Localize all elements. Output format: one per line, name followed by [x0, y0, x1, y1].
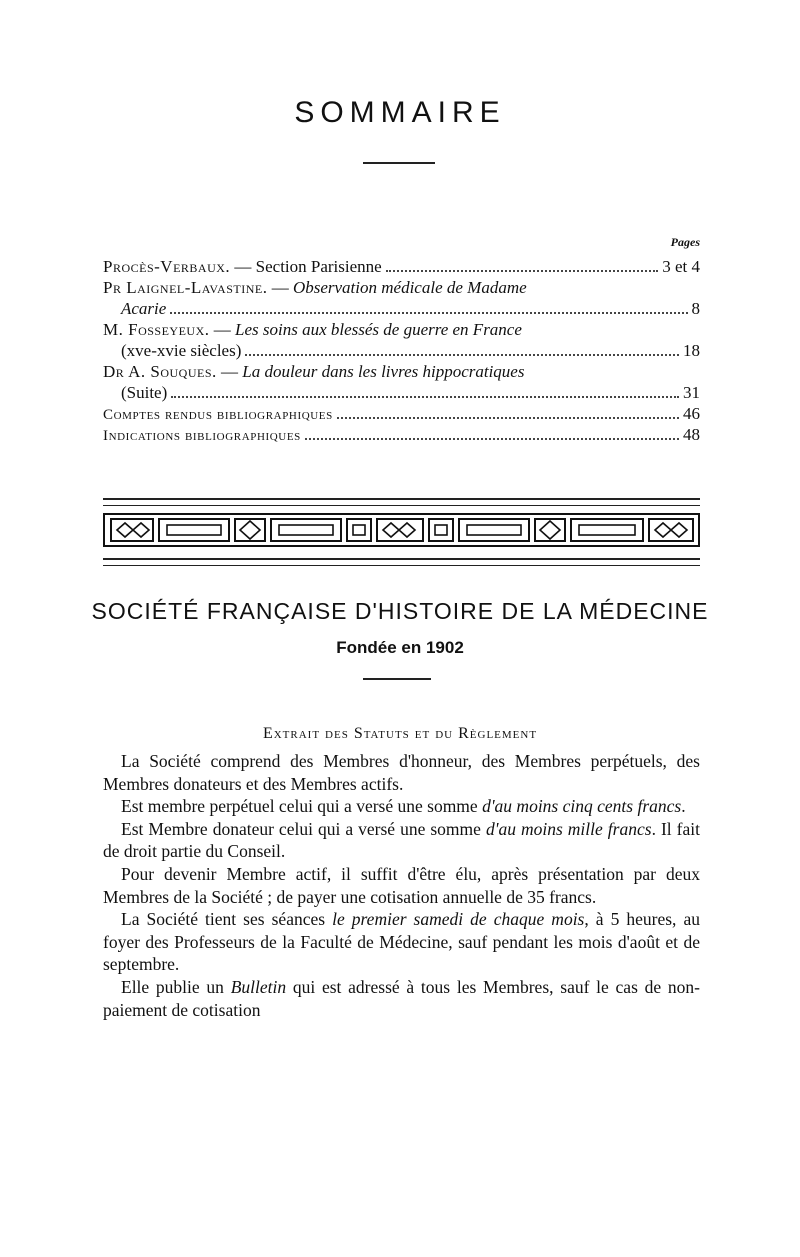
toc-entry — [103, 424, 700, 445]
toc-entry-author: Comptes rendus bibliographiques — [103, 407, 333, 423]
paragraph-emphasis: Bulletin — [230, 976, 287, 997]
toc-entry-title: Acarie — [121, 299, 167, 318]
paragraph-emphasis: le premier samedi de chaque mois — [332, 909, 585, 930]
founded-line: Fondée en 1902 — [336, 638, 464, 657]
leader-dots — [170, 312, 687, 314]
paragraph-text: La Société tient ses séances — [121, 909, 333, 930]
toc-entry-page: 3 et 4 — [662, 257, 700, 276]
toc-entry-author: M. Fosseyeux. — [103, 320, 210, 339]
statute-paragraph — [103, 863, 700, 908]
toc-entry-continuation — [103, 298, 700, 319]
toc-entry-continuation — [103, 340, 700, 361]
extract-heading: Extrait des Statuts et du Règlement — [262, 725, 538, 742]
toc-entry-author: Procès-Verbaux. — [103, 257, 231, 276]
statute-paragraph — [103, 908, 700, 976]
toc-entry-text: — — [216, 362, 243, 381]
statutes-text — [103, 750, 700, 1021]
toc-entry — [103, 403, 700, 424]
paragraph-text: Elle publie un — [121, 976, 231, 997]
ornament-rule-bottom — [103, 558, 700, 566]
statute-paragraph — [103, 750, 700, 795]
toc-entry — [103, 319, 700, 340]
toc-entry-text: — — [267, 278, 293, 297]
statute-paragraph — [103, 795, 700, 818]
toc-entry — [103, 277, 700, 298]
statute-paragraph — [103, 976, 700, 1021]
paragraph-emphasis: d'au moins mille francs — [485, 818, 652, 839]
paragraph-emphasis: d'au moins cinq cents francs — [482, 796, 682, 817]
leader-dots — [245, 354, 679, 356]
pages-column-label: Pages — [670, 235, 700, 249]
toc-entry-text: (Suite) — [121, 383, 168, 402]
toc-entry-page: 18 — [683, 341, 700, 360]
sommaire-title: SOMMAIRE — [294, 96, 506, 129]
leader-dots — [171, 396, 679, 398]
paragraph-text: Pour devenir Membre actif, il suffit d'être élu, après présentation par deux Membres de la Société ; de payer une cotisation annuelle de 35 francs. — [103, 863, 700, 907]
paragraph-text: Est Membre donateur celui qui a versé une somme — [121, 818, 486, 839]
toc-entry-author: Indications bibliographiques — [103, 428, 301, 444]
title-rule — [363, 162, 435, 164]
paragraph-text: Est membre perpétuel celui qui a versé une somme — [121, 796, 483, 817]
toc-entry-continuation — [103, 382, 700, 403]
society-title: SOCIÉTÉ FRANÇAISE D'HISTOIRE DE LA MÉDECINE — [91, 598, 709, 624]
toc-entry-page: 46 — [683, 404, 700, 423]
toc-entry-author: Pr Laignel-Lavastine. — [103, 278, 268, 297]
toc-entry-title: La douleur dans les livres hippocratiques — [242, 362, 525, 381]
paragraph-text: La Société comprend des Membres d'honneur, des Membres perpétuels, des Membres donateurs et des Membres actifs. — [103, 751, 700, 794]
toc-entry-text: — — [209, 320, 235, 339]
toc-entry-text: (xve-xvie siècles) — [121, 341, 242, 360]
statute-paragraph — [103, 818, 700, 863]
leader-dots — [337, 417, 679, 419]
ornament-rule-top — [103, 498, 700, 506]
table-of-contents — [103, 256, 700, 445]
toc-entry-author: Dr A. Souques. — [103, 362, 217, 381]
leader-dots — [386, 270, 659, 272]
toc-entry-page: 31 — [683, 383, 700, 402]
toc-entry-page: 8 — [691, 299, 700, 318]
society-rule — [363, 678, 431, 680]
toc-entry — [103, 361, 700, 382]
toc-entry-title: Observation médicale de Madame — [292, 278, 527, 297]
paragraph-text: , à 5 heures, au foyer des Professeurs de la Faculté de Médecine, sauf pendant les mois d'août et de septembre. — [103, 909, 700, 975]
leader-dots — [305, 438, 679, 440]
toc-entry — [103, 256, 700, 277]
paragraph-text: . — [681, 796, 686, 817]
paragraph-text: qui est adressé à tous les Membres, sauf le cas de non-paiement de cotisation — [103, 976, 700, 1020]
toc-entry-text: — Section Parisienne — [230, 257, 382, 276]
paragraph-text: . Il fait de droit partie du Conseil. — [103, 818, 700, 862]
decorative-border-band — [103, 508, 700, 552]
toc-entry-title: Les soins aux blessés de guerre en France — [235, 320, 522, 339]
toc-entry-page: 48 — [683, 425, 700, 444]
